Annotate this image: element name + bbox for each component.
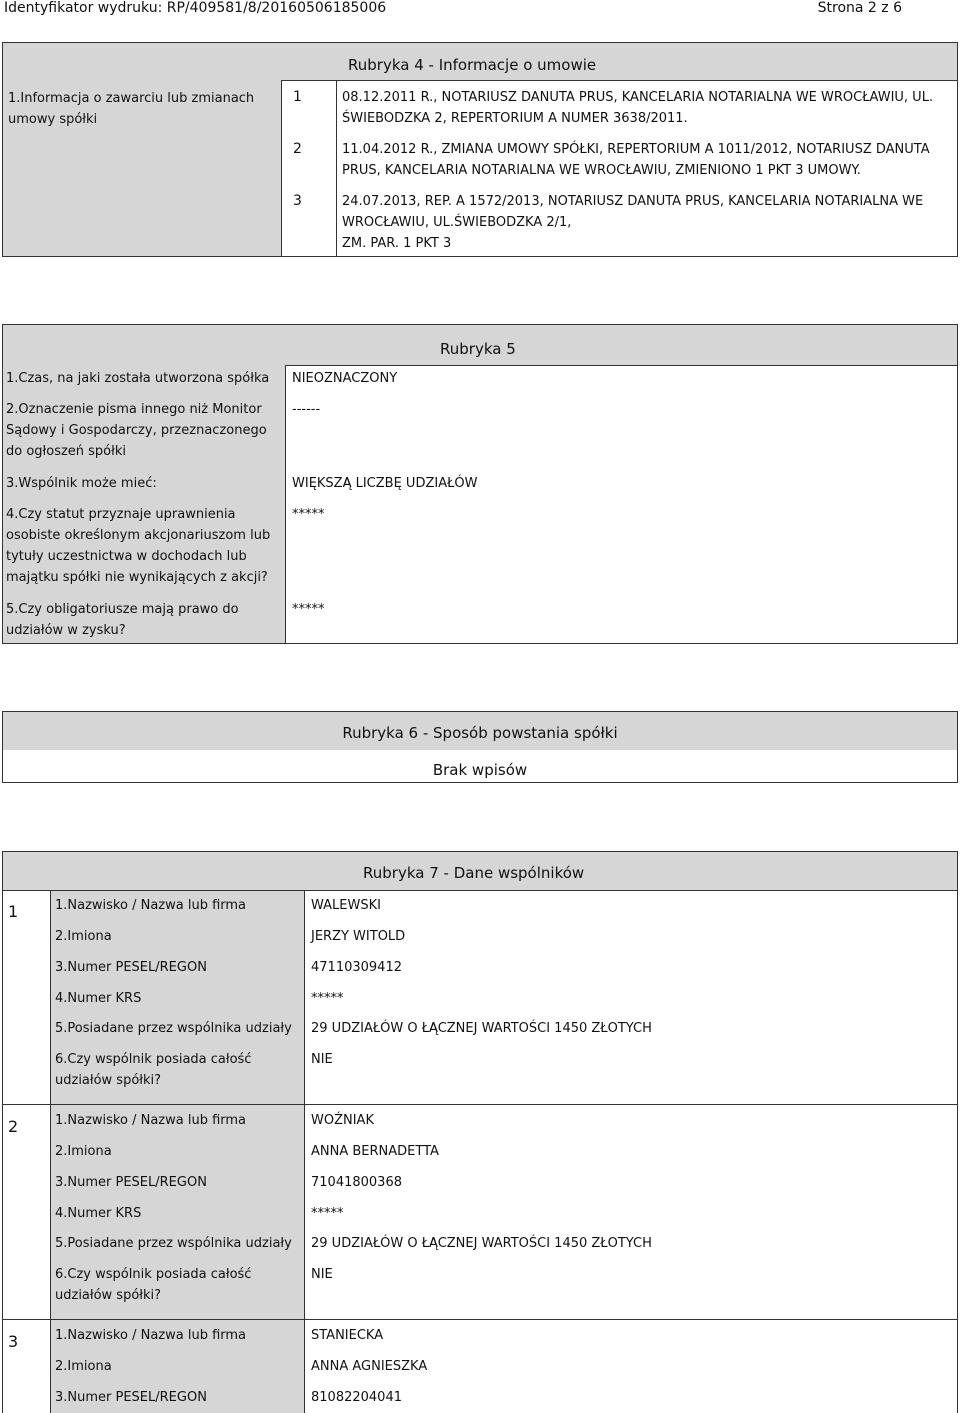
field-label: 3.Wspólnik może mieć: [6, 476, 157, 491]
field-value: ***** [292, 602, 325, 617]
entry-text-line: 11.04.2012 R., ZMIANA UMOWY SPÓŁKI, REPERTORIUM A 1011/2012, NOTARIUSZ DANUTA [342, 142, 930, 157]
field-label: 1.Nazwisko / Nazwa lub firma [55, 1328, 247, 1343]
partner-number: 3 [8, 1332, 19, 1351]
field-label: 5.Posiadane przez wspólnika udziały [55, 1021, 292, 1036]
section4-label: 1.Informacja o zawarciu lub zmianach umowy spółki [8, 91, 255, 127]
field-label: 4.Numer KRS [55, 1206, 142, 1221]
entry-text-line: WROCŁAWIU, UL.ŚWIEBODZKA 2/1, [342, 215, 572, 230]
field-label: 3.Numer PESEL/REGON [55, 1175, 207, 1190]
field-label: 1.Nazwisko / Nazwa lub firma [55, 1113, 247, 1128]
field-label: 4.Numer KRS [55, 991, 142, 1006]
field-label: 5.Posiadane przez wspólnika udziały [55, 1236, 292, 1251]
field-value: ANNA AGNIESZKA [311, 1359, 428, 1374]
section5-title: Rubryka 5 [440, 340, 516, 358]
entry-text-line: ZM. PAR. 1 PKT 3 [342, 236, 452, 251]
field-label: 3.Numer PESEL/REGON [55, 1390, 207, 1405]
section6-content: Brak wpisów [432, 761, 528, 779]
field-value: NIE [311, 1052, 333, 1067]
print-identifier: Identyfikator wydruku: RP/409581/8/20160506185006 [4, 0, 387, 16]
section6-title: Rubryka 6 - Sposób powstania spółki [342, 724, 618, 742]
field-value: 29 UDZIAŁÓW O ŁĄCZNEJ WARTOŚCI 1450 ZŁOTYCH [311, 1236, 652, 1251]
field-value: 47110309412 [311, 960, 402, 975]
field-value: WALEWSKI [311, 898, 381, 913]
entry-number: 3 [293, 193, 302, 209]
entry-text-line: PRUS, KANCELARIA NOTARIALNA WE WROCŁAWIU, ZMIENIONO 1 PKT 3 UMOWY. [342, 163, 861, 178]
field-label: 6.Czy wspólnik posiada całość udziałów spółki? [55, 1267, 252, 1303]
field-label: 5.Czy obligatoriusze mają prawo do udziałów w zysku? [6, 602, 239, 638]
field-value: ***** [292, 507, 325, 522]
section7-title: Rubryka 7 - Dane wspólników [363, 864, 585, 882]
field-label: 6.Czy wspólnik posiada całość udziałów spółki? [55, 1052, 252, 1088]
field-value: 81082204041 [311, 1390, 402, 1405]
entry-text-line: ŚWIEBODZKA 2, REPERTORIUM A NUMER 3638/2011. [342, 111, 688, 126]
entry-text-line: 24.07.2013, REP. A 1572/2013, NOTARIUSZ DANUTA PRUS, KANCELARIA NOTARIALNA WE [342, 194, 924, 209]
field-value: ***** [311, 991, 344, 1006]
section4-title: Rubryka 4 - Informacje o umowie [348, 56, 597, 74]
page-number: Strona 2 z 6 [817, 0, 902, 16]
field-value: ***** [311, 1206, 344, 1221]
field-value: 29 UDZIAŁÓW O ŁĄCZNEJ WARTOŚCI 1450 ZŁOTYCH [311, 1021, 652, 1036]
field-value: NIEOZNACZONY [292, 371, 398, 386]
field-label: 4.Czy statut przyznaje uprawnienia osobiste określonym akcjonariuszom lub tytuły uczestnictwa w dochodach lub majątku spółki nie wynikających z akcji? [6, 507, 271, 585]
field-label: 1.Nazwisko / Nazwa lub firma [55, 898, 247, 913]
field-value: ANNA BERNADETTA [311, 1144, 439, 1159]
entry-number: 1 [293, 89, 302, 105]
field-value: WIĘKSZĄ LICZBĘ UDZIAŁÓW [292, 476, 478, 491]
field-value: 71041800368 [311, 1175, 402, 1190]
entry-text-line: 08.12.2011 R., NOTARIUSZ DANUTA PRUS, KANCELARIA NOTARIALNA WE WROCŁAWIU, UL. [342, 90, 934, 105]
field-label: 1.Czas, na jaki została utworzona spółka [6, 371, 270, 386]
field-value: ------ [292, 402, 321, 417]
field-value: NIE [311, 1267, 333, 1282]
field-value: JERZY WITOLD [311, 929, 406, 944]
entry-number: 2 [293, 141, 302, 157]
field-label: 2.Imiona [55, 1144, 112, 1159]
field-label: 2.Oznaczenie pisma innego niż Monitor Sądowy i Gospodarczy, przeznaczonego do ogłoszeń spółki [6, 402, 267, 459]
partner-number: 1 [8, 902, 19, 921]
field-value: WOŹNIAK [311, 1113, 374, 1128]
field-label: 2.Imiona [55, 1359, 112, 1374]
field-label: 2.Imiona [55, 929, 112, 944]
field-label: 3.Numer PESEL/REGON [55, 960, 207, 975]
field-value: STANIECKA [311, 1328, 384, 1343]
partner-number: 2 [8, 1117, 19, 1136]
